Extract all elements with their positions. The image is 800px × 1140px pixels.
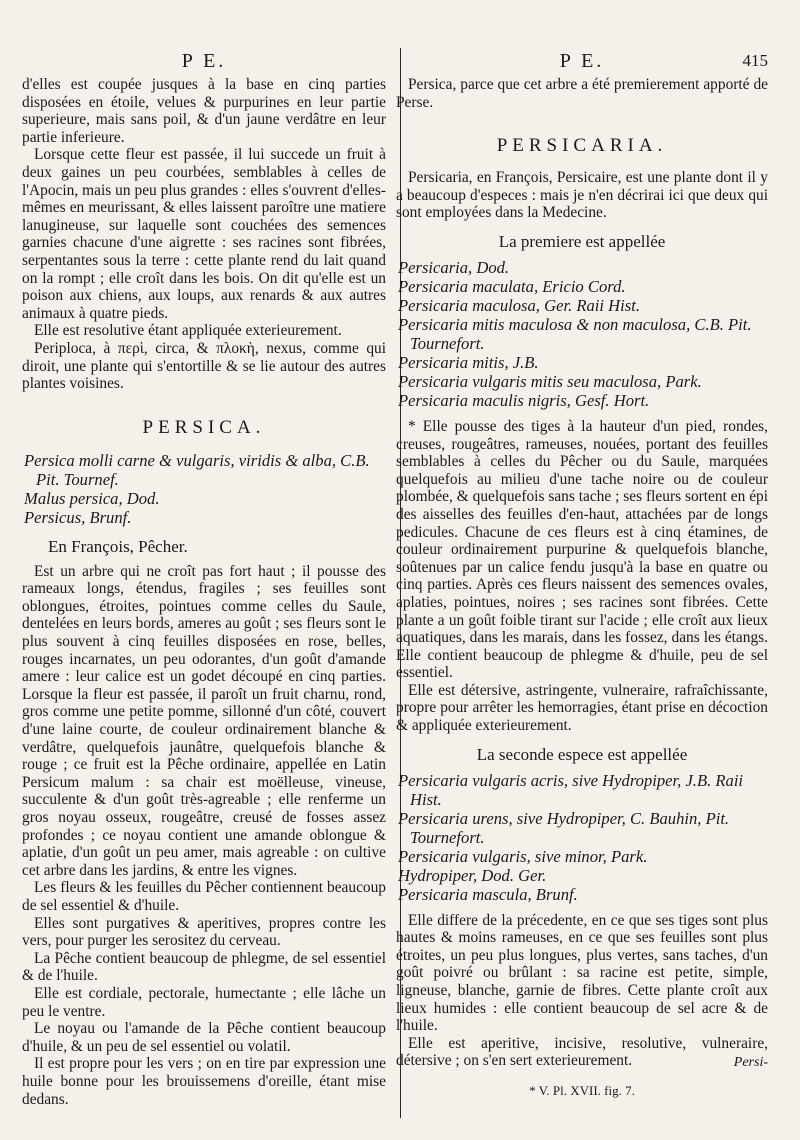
section-heading-persicaria: PERSICARIA. <box>496 135 668 157</box>
paragraph: Persica, parce que cet arbre a été premierement apporté de Perse. <box>396 76 768 111</box>
running-head-text: P E. <box>559 50 605 72</box>
paragraph: Persicaria, en François, Persicaire, est une plante dont il y a beaucoup d'especes : mais je n'en décrirai ici que deux qui sont employées dans la Medecine. <box>396 169 768 222</box>
paragraph: Les fleurs & les feuilles du Pêcher contiennent beaucoup de sel essentiel & d'huile. <box>22 879 386 914</box>
synonym-list <box>396 258 768 410</box>
paragraph: Elles sont purgatives & aperitives, propres contre les vers, pour purger les serositez du cerveau. <box>22 914 386 950</box>
synonym-entry: Persicaria vulgaris acris, sive Hydropiper, J.B. Raii Hist. <box>398 770 744 809</box>
paragraph: Periploca, à περὶ, circa, & πλοκὴ, nexus, comme qui diroit, une plante qui s'entortille & se lie autour des autres plantes voisines. <box>22 339 386 393</box>
catchword: Persi- <box>733 1055 768 1070</box>
synonym-list <box>22 451 386 527</box>
paragraph: * Elle pousse des tiges à la hauteur d'un pied, rondes, creuses, rougeâtres, rameuses, nouées, portant des feuilles semblables à celles du Pêcher ou du Saule, marquées quelquefois au milieu d'une tache noire ou de couleur plombée, & quelquefois sans tache ; ses fleurs sortent en épi des aisselles des feuilles d'en-haut, attachées par de longs pedicules. Chacune de ces fleurs est à cinq étamines, de couleur ordinairement purpurine & quelquefois blanche, soûtenues par un calice fendu jusqu'à la base en quatre ou cinq parties. Après ces fleurs naissent des semences ovales, aplaties, pointues, noires ; ses racines sont fibrées. Cette plante a un goût foible tirant sur l'acide ; elle croît aux lieux aquatiques, dans les marais, dans les fossez, dans les étangs. Elle contient beaucoup de phlegme & d'huile, peu de sel essentiel. <box>396 417 768 682</box>
running-head-right <box>396 50 768 76</box>
paragraph: Lorsque cette fleur est passée, il lui succede un fruit à deux gaines un peu courbées, semblables à celles de l'Apocin, mais un peu plus grandes : elles s'ouvrent d'elles-mêmes en meurissant, & elles laissent paroître une matiere lanugineuse, sur laquelle sont couchées des semences garnies chacune d'une aigrette : ses racines sont fibrées, serpentantes sous la terre : cette plante rend du lait quand on la rompt ; elle croît dans les bois. On dit qu'elle est un poison aux chiens, aux loups, aux renards & aux autres animaux à quatre pieds. <box>22 146 386 322</box>
section-heading-persica: PERSICA. <box>142 416 266 438</box>
synonym-entry: Malus persica, Dod. <box>24 488 160 508</box>
synonym-entry: Persicaria vulgaris, sive minor, Park. <box>398 846 648 866</box>
synonym-entry: Persicaria maculata, Ericio Cord. <box>398 276 626 296</box>
right-column <box>396 50 768 1099</box>
subheading: En François, Pêcher. <box>48 536 188 556</box>
page-number: 415 <box>742 51 768 70</box>
paragraph: Elle est cordiale, pectorale, humectante ; elle lâche un peu le ventre. <box>22 984 386 1020</box>
synonym-entry: Persicaria mascula, Brunf. <box>398 884 578 904</box>
synonym-entry: Persicaria vulgaris mitis seu maculosa, Park. <box>398 371 702 391</box>
subheading: La premiere est appellée <box>498 231 666 251</box>
paragraph: Il est propre pour les vers ; on en tire par expression une huile bonne pour les brouissemens d'oreille, étant mise dedans. <box>22 1055 386 1108</box>
paragraph: d'elles est coupée jusques à la base en cinq parties disposées en étoile, velues & purpurines en leur partie superieure, mais sans poil, & d'un jaune verdâtre en leur partie inferieure. <box>22 76 386 146</box>
paragraph: Elle est détersive, astringente, vulneraire, rafraîchissante, propre pour arrêter les hemorragies, étant prise en décoction & appliquée exterieurement. <box>396 681 768 735</box>
paragraph: Le noyau ou l'amande de la Pêche contient beaucoup d'huile, & un peu de sel essentiel ou volatil. <box>22 1020 386 1055</box>
paragraph: Est un arbre qui ne croît pas fort haut ; il pousse des rameaux longs, étendus, fragiles ; ses feuilles sont oblongues, étroites, pointues comme celles du Saule, dentelées en leurs bords, ameres au goût ; ses fleurs sont le plus souvent à cinq feuilles disposées en rose, belles, rouges incarnates, un peu odorantes, d'un goût d'amande amere : leur calice est un godet découpé en cinq parties. Lorsque la fleur est passée, il paroît un fruit charnu, rond, gros comme une petite pomme, sillonné d'un côté, couvert d'une laine courte, de couleur ordinairement blanche & verdâtre, quelquefois jaunâtre, quelquefois blanche & rouge ; ce fruit est la Pêche ordinaire, appellée en Latin Persicum malum : sa chair est moëlleuse, vineuse, succulente & d'un goût très-agreable ; elle renferme un gros noyau osseux, rougeâtre, creusé de fosses assez profondes ; ce noyau contient une amande oblongue & aplatie, d'un goût un peu amer, mais agreable : on cultive cet arbre dans les jardins, & entre les vignes. <box>22 562 386 879</box>
synonym-entry: Persica molli carne & vulgaris, viridis & alba, C.B. Pit. Tournef. <box>24 450 370 489</box>
synonym-entry: Persicaria mitis, J.B. <box>398 352 539 372</box>
synonym-entry: Persicaria mitis maculosa & non maculosa, C.B. Pit. Tournefort. <box>398 314 752 353</box>
footnote: * V. Pl. XVII. fig. 7. <box>529 1082 635 1098</box>
paragraph: Elle est aperitive, incisive, resolutive, vulneraire, détersive ; on s'en sert exterieurement. <box>396 1034 768 1070</box>
synonym-entry: Persicaria urens, sive Hydropiper, C. Bauhin, Pit. Tournefort. <box>398 808 730 847</box>
left-column <box>22 50 386 1108</box>
synonym-entry: Persicus, Brunf. <box>24 507 132 527</box>
synonym-entry: Persicaria maculis nigris, Gesf. Hort. <box>398 390 650 410</box>
subheading: La seconde espece est appellée <box>476 744 688 764</box>
paragraph: Elle differe de la précedente, en ce que ses tiges sont plus hautes & moins rameuses, en ce que ses feuilles sont plus étroites, un peu plus longues, plus vertes, sans taches, d'un goût poivré ou brûlant : sa racine est petite, simple, ligneuse, blanche, garnie de fibres. Cette plante croît aux lieux humides : elle contient beaucoup de sel acre & de l'huile. <box>396 911 768 1035</box>
synonym-entry: Persicaria, Dod. <box>398 257 510 277</box>
synonym-entry: Persicaria maculosa, Ger. Raii Hist. <box>398 295 640 315</box>
synonym-entry: Hydropiper, Dod. Ger. <box>398 865 547 885</box>
synonym-list <box>396 771 768 904</box>
paragraph: Elle est resolutive étant appliquée exterieurement. <box>34 322 342 340</box>
running-head-left: P E. <box>181 50 227 72</box>
paragraph: La Pêche contient beaucoup de phlegme, de sel essentiel & de l'huile. <box>22 949 386 985</box>
